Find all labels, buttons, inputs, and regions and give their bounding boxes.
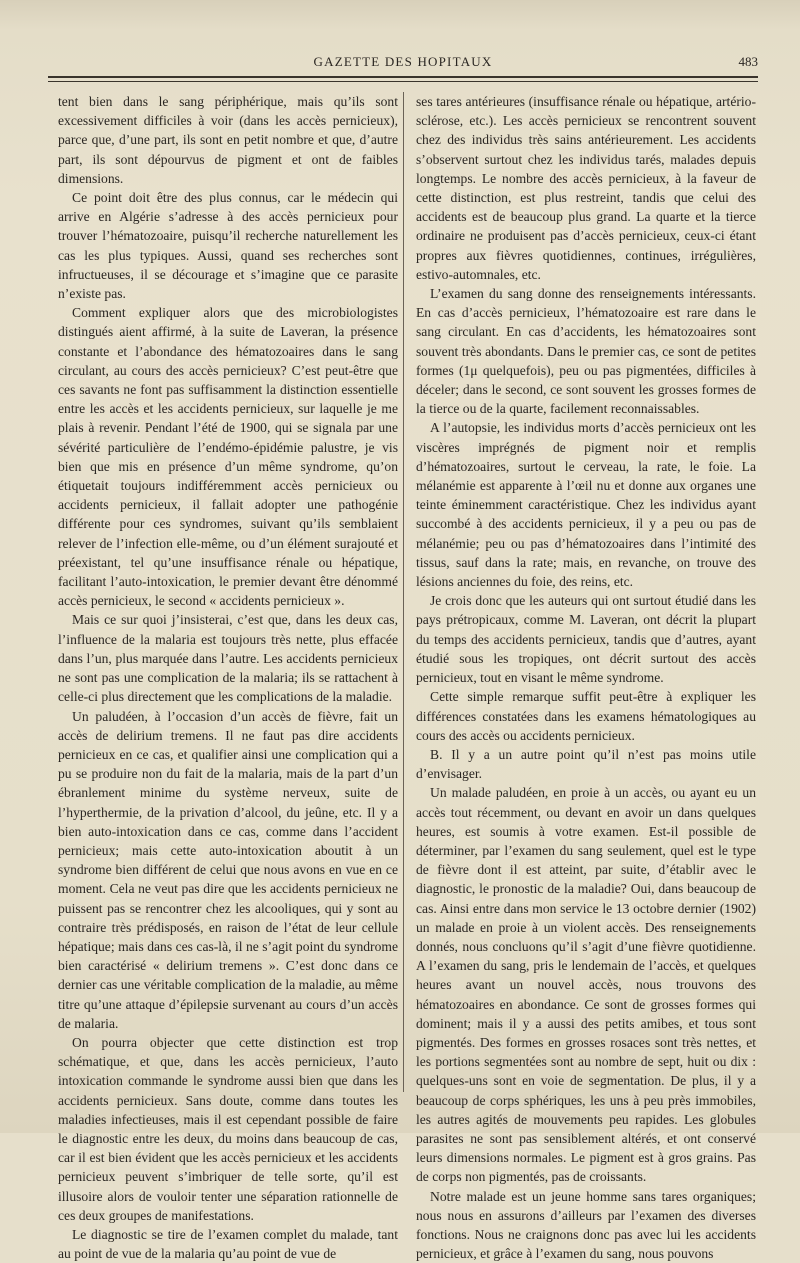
paragraph: Comment expliquer alors que des microbiologistes distingués aient affirmé, à la suite de Laveran, la présence constante et l’abondance des hématozoaires dans le sang circulant, au cours des accès pernicieux? C’est peut-être que ces savants ne font pas suffisamment la distinction essentielle entre les accès et les accidents pernicieux, sur laquelle je me plais à revenir. Pendant l’été de 1900, qui se signala par une sévérité particulière de l’endémo-épidémie palustre, je vis bien que mis en présence d’un même syndrome, qu’on étiquetait toujours indifféremment accès pernicieux ou accidents pernicieux, il fallait adopter une pathogénie différente pour ces syndromes, suivant qu’ils semblaient relever de l’infection elle-même, ou d’un élément surajouté et préexistant, tel qu’une insuffisance rénale ou hépatique, facilitant l’auto-intoxication, le premier devant être dénommé accès pernicieux, le second « accidents pernicieux ». — [58, 305, 398, 609]
paragraph: tent bien dans le sang périphérique, mais qu’ils sont excessivement difficiles à voir (dans les accès pernicieux), parce que, d’une part, ils sont en petit nombre et que, d’autre part, ils sont dépourvus de pigment et ont de faibles dimensions. — [58, 94, 398, 186]
paragraph: Ce point doit être des plus connus, car le médecin qui arrive en Algérie s’adresse à des accès pernicieux pour trouver l’hématozoaire, puisqu’il recherche naturellement les cas les plus typiques. Aussi, quand ses recherches sont infructueuses, il se décourage et s’imagine que ce parasite n’existe pas. — [58, 190, 398, 302]
paragraph: A l’autopsie, les individus morts d’accès pernicieux ont les viscères imprégnés de pigment noir et remplis d’hématozoaires, surtout le cerveau, la rate, le foie. La mélanémie est apparente à l’œil nu et donne aux organes une teinte éminemment caractéristique. Chez les individus ayant succombé à des accidents pernicieux, il y a peu ou pas de mélanémie; peu ou pas d’hématozoaires dans l’intimité des tissus, sauf dans la rate; mais, en revanche, on trouve des lésions anciennes du foie, des reins, etc. — [416, 420, 756, 590]
page-number: 483 — [738, 54, 758, 69]
column-divider — [403, 92, 404, 1092]
right-column — [416, 92, 756, 1263]
paragraph: On pourra objecter que cette distinction est trop schématique, et que, dans les accès pernicieux, l’auto intoxication commande le syndrome aussi bien que dans les accidents pernicieux. Sans doute, comme dans toutes les maladies infectieuses, mais il est cependant possible de faire le diagnostic entre les deux, du moins dans beaucoup de cas, car il est bien évident que les accès pernicieux et les accidents pernicieux peuvent s’imbriquer de telle sorte, qu’il est illusoire alors de vouloir tenter une séparation rationnelle de ces deux groupes de manifestations. — [58, 1034, 398, 1223]
paragraph: ses tares antérieures (insuffisance rénale ou hépatique, artério-sclérose, etc.). Les accès pernicieux se rencontrent souvent chez des individus très sains antérieurement. Les accidents s’observent surtout chez les individus tarés, malades depuis longtemps. Le nombre des accès pernicieux, à la faveur de cette distinction, est plus restreint, tandis que celui des accidents est de beaucoup plus grand. La quarte et la tierce ordinaire ne produisent pas d’accès pernicieux, ceux-ci étant propres aux fièvres quotidiennes, continues, irrégulières, estivo-automnales, etc. — [416, 94, 756, 282]
journal-title: GAZETTE DES HOPITAUX — [313, 54, 493, 69]
header-rule-thick — [48, 76, 758, 78]
paragraph: Un paludéen, à l’occasion d’un accès de fièvre, fait un accès de delirium tremens. Il ne faut pas dire accidents pernicieux en ce cas, et qualifier ainsi une complication qui a pu se produire non du fait de la malaria, mais de la part d’un ébranlement minime du système nerveux, suite de l’hyperthermie, de la privation d’alcool, du jeûne, etc. Il y a bien auto-intoxication dans ce cas, comme dans l’accident pernicieux; mais cette auto-intoxication aboutit à un syndrome bien différent de celui que nous avons en vue en ce moment. Cela ne veut pas dire que les accidents pernicieux ne puissent pas se rencontrer chez les alcooliques, qui y sont au contraire très prédisposés, en raison de l’état de leur cellule hépatique; mais dans ces cas-là, il ne s’agit point du syndrome bien caractérisé « delirium tremens ». C’est donc dans ce dernier cas une véritable complication de la maladie, au même titre qu’une attaque d’épilepsie survenant au cours d’un accès de malaria. — [58, 708, 398, 1031]
paragraph: Mais ce sur quoi j’insisterai, c’est que, dans les deux cas, l’influence de la malaria est toujours très nette, plus effacée dans l’un, plus marquée dans l’autre. Les accidents pernicieux ne sont pas une complication de la malaria; ils se rattachent à celle-ci plus directement que les complications de la maladie. — [58, 612, 398, 705]
header-rule-thin — [48, 81, 758, 82]
paragraph: Notre malade est un jeune homme sans tares organiques; nous nous en assurons d’ailleurs par l’examen des diverses fonctions. Nous ne craignons donc pas avec lui les accidents pernicieux, et grâce à l’examen du sang, nous pouvons — [416, 1188, 756, 1262]
page-header — [48, 50, 758, 72]
paragraph: Le diagnostic se tire de l’examen complet du malade, tant au point de vue de la malaria qu’au point de vue de — [58, 1226, 398, 1262]
paragraph: B. Il y a un autre point qu’il n’est pas moins utile d’envisager. — [416, 746, 756, 782]
paragraph: L’examen du sang donne des renseignements intéressants. En cas d’accès pernicieux, l’hématozoaire est rare dans le sang circulant. En cas d’accidents, les hématozoaires sont souvent très abondants. Dans le premier cas, ce sont de petites formes (1μ quelquefois), peu ou pas pigmentées, difficiles à déceler; dans le second, ce sont souvent les grosses formes de la tierce ou de la quarte, facilement reconnaissables. — [416, 286, 756, 417]
paragraph: Cette simple remarque suffit peut-être à expliquer les différences constatées dans les examens hématologiques au cours des accès ou accidents pernicieux. — [416, 689, 756, 743]
left-column — [58, 92, 398, 1263]
paragraph: Un malade paludéen, en proie à un accès, ou ayant eu un accès tout récemment, ou devant en avoir un dans quelques heures, est soumis à votre examen. Est-il possible de déterminer, par l’examen du sang seulement, quel est le type de fièvre dont il est atteint, par suite, d’établir avec le diagnostic, le pronostic de la maladie? Oui, dans beaucoup de cas. Ainsi entre dans mon service le 13 octobre dernier (1902) un malade en proie à un violent accès. Des renseignements donnés, nous concluons qu’il s’agit d’une fièvre quotidienne. A l’examen du sang, pris le lendemain de l’accès, et quelques heures avant un nouvel accès, nous trouvons des hématozoaires en abondance. Ce sont de grosses formes qui dominent; mais il y a aussi des petits amibes, et tous sont pigmentés. Des formes en grosses rosaces sont très nettes, et les portions segmentées sont au nombre de sept, huit ou dix : quelques-uns sont en voie de segmentation. De plus, il y a beaucoup de corps sphériques, les uns à peu près immobiles, les autres agités de mouvements peu rapides. Les globules parasites ne sont pas sensiblement altérés, et ont conservé leurs dimensions normales. Le pigment est à gros grains. Pas de corps non pigmentés, pas de croissants. — [416, 785, 756, 1185]
paragraph: Je crois donc que les auteurs qui ont surtout étudié dans les pays prétropicaux, comme M. Laveran, ont décrit la plupart du temps des accidents pernicieux, tandis que d’autres, ayant étudié sous les tropiques, ont décrit surtout des accès pernicieux, tout en visant le même syndrome. — [416, 593, 756, 686]
